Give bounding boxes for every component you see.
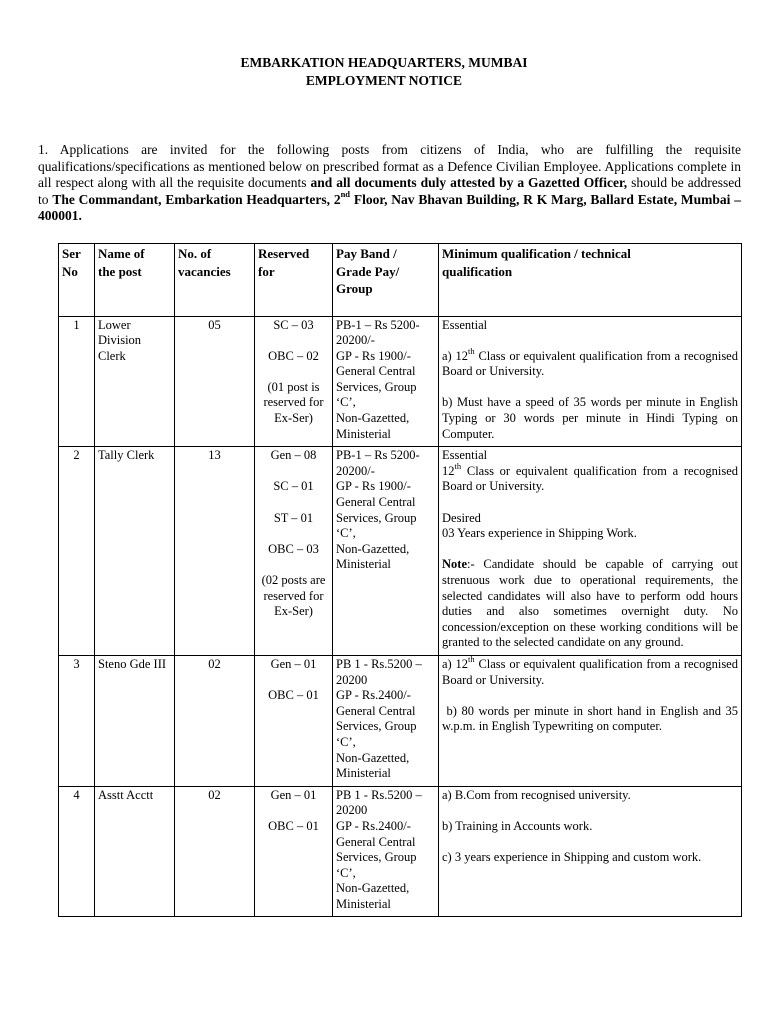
header-text: Minimum qualification / technical (442, 246, 631, 261)
header-ser-no (59, 244, 95, 317)
cell-ser: 1 (59, 316, 95, 447)
cell-post: Steno Gde III (95, 655, 175, 786)
document-subtitle: EMPLOYMENT NOTICE (305, 73, 463, 88)
pay-line: PB 1 - Rs.5200 – 20200 (336, 656, 422, 687)
qual-desired-label: Desired (442, 510, 481, 525)
header-text: vacancies (178, 263, 231, 279)
cell-vacancies: 05 (175, 316, 255, 447)
qual-text: Class or equivalent qualification from a recognised Board or University. (442, 463, 738, 494)
qual-item (442, 345, 738, 380)
reserved-note: (02 posts are reserved for Ex-Ser) (261, 573, 326, 619)
reserved-line: OBC – 03 (268, 541, 319, 556)
reserved-line: ST – 01 (273, 510, 314, 525)
cell-post: Asstt Acctt (95, 786, 175, 917)
qual-item (442, 460, 738, 495)
pay-line: General Central Services, Group ‘C’, (336, 703, 417, 749)
pay-line: Ministerial (336, 766, 391, 781)
pay-line: General Central Services, Group ‘C’, (336, 364, 417, 410)
qual-item: b) 80 words per minute in short hand in English and 35 w.p.m. in English Typewriting on computer. (442, 703, 742, 734)
reserved-note: (01 post is reserved for Ex-Ser) (263, 379, 324, 426)
pay-line: Ministerial (336, 426, 391, 441)
reserved-line: Gen – 01 (270, 656, 317, 671)
header-text: the post (98, 263, 142, 279)
pay-line: General Central Services, Group ‘C’, (336, 834, 417, 880)
qual-item (442, 653, 738, 688)
pay-line: Non-Gazetted, (336, 750, 410, 765)
reserved-line: Gen – 08 (270, 448, 317, 463)
table-header-row (59, 244, 742, 317)
pay-line: Non-Gazetted, (336, 541, 410, 556)
table-row (59, 447, 742, 656)
cell-reserved (255, 655, 333, 786)
qual-item: c) 3 years experience in Shipping and custom work. (442, 850, 702, 865)
cell-pay (333, 316, 439, 447)
cell-reserved (255, 316, 333, 447)
qual-note (442, 557, 738, 651)
header-text: for (258, 263, 275, 279)
pay-line: PB-1 – Rs 5200-20200/- (336, 317, 420, 348)
qual-item: 03 Years experience in Shipping Work. (442, 526, 637, 541)
qual-text: a) 12 (442, 656, 469, 671)
intro-text-1: 1. Applications are invited for the following posts from citizens of India, who are fulfilling the requisite qualifications/specifications as mentioned below on prescribed format as a Defence Civilian Employee. Applications complete in all respect along with all the requisite documents (38, 142, 741, 190)
table-row (59, 655, 742, 786)
qual-text: a) 12 (442, 348, 469, 363)
pay-line: PB 1 - Rs.5200 – 20200 (336, 787, 422, 818)
qual-text: Class or equivalent qualification from a recognised Board or University. (442, 348, 738, 379)
qual-item: b) Must have a speed of 35 words per minute in English Typing or 30 words per minute in Hindi Typing on Computer. (442, 395, 738, 441)
reserved-line: OBC – 02 (268, 348, 319, 363)
header-text: No (62, 263, 78, 279)
cell-post: Tally Clerk (95, 447, 175, 656)
header-post-name (95, 244, 175, 317)
cell-reserved (255, 786, 333, 917)
header-text: Reserved (258, 246, 310, 261)
cell-ser: 2 (59, 447, 95, 656)
reserved-line: SC – 03 (273, 317, 314, 332)
pay-line: GP - Rs.2400/- (336, 688, 411, 703)
qual-essential-label: Essential (442, 317, 488, 332)
header-vacancies (175, 244, 255, 317)
reserved-line: OBC – 01 (268, 688, 319, 703)
header-reserved (255, 244, 333, 317)
pay-line: GP - Rs 1900/- (336, 479, 411, 494)
header-pay-band (333, 244, 439, 317)
pay-line: PB-1 – Rs 5200-20200/- (336, 448, 420, 478)
header-text: qualification (442, 263, 513, 279)
qual-item: b) Training in Accounts work. (442, 818, 593, 833)
qual-ordinal: th (454, 460, 462, 471)
intro-paragraph (38, 142, 741, 225)
address-ordinal: nd (340, 189, 351, 199)
pay-line: Ministerial (336, 557, 391, 572)
qual-ordinal: th (468, 653, 475, 664)
cell-pay (333, 447, 439, 656)
cell-vacancies: 13 (175, 447, 255, 656)
cell-pay (333, 786, 439, 917)
vacancy-table (58, 243, 742, 917)
header-text: Grade Pay/ (336, 263, 400, 279)
qual-item: a) B.Com from recognised university. (442, 787, 631, 802)
cell-vacancies: 02 (175, 655, 255, 786)
cell-post: Lower Division Clerk (95, 316, 175, 447)
header-text: No. of (178, 246, 212, 261)
cell-qualification (439, 447, 742, 656)
cell-qualification (439, 316, 742, 447)
intro-text-2: should be addressed to (38, 175, 741, 207)
qual-text: Class or equivalent qualification from a recognised Board or University. (442, 656, 738, 687)
note-text: :- Candidate should be capable of carrying out strenuous work due to operational requirements, the selected candidates will also have to perform odd hours duties and also sometimes overnight duty. No concession/exception on these working conditions will be granted to the selected candidate on any ground. (442, 557, 738, 650)
cell-ser: 4 (59, 786, 95, 917)
cell-ser: 3 (59, 655, 95, 786)
header-text: Ser (62, 246, 81, 261)
address-part-1: The Commandant, Embarkation Headquarters, 2 (52, 191, 341, 207)
address-part-2: Floor, Nav Bhavan Building, R K Marg, Ballard Estate, Mumbai – 400001. (38, 191, 741, 223)
cell-pay (333, 655, 439, 786)
pay-line: GP - Rs.2400/- (336, 818, 411, 833)
table-row (59, 316, 742, 447)
qual-ordinal: th (468, 345, 475, 356)
pay-line: GP - Rs 1900/- (336, 348, 411, 363)
reserved-line: OBC – 01 (268, 818, 319, 833)
intro-bold-1: and all documents duly attested by a Gazetted Officer, (310, 175, 628, 190)
header-text: Name of (98, 246, 145, 261)
note-label: Note (442, 557, 467, 572)
cell-vacancies: 02 (175, 786, 255, 917)
header-text: Pay Band / (336, 246, 397, 261)
header-qualification (439, 244, 742, 317)
pay-line: Non-Gazetted, (336, 411, 410, 426)
pay-line: Ministerial (336, 896, 391, 911)
cell-qualification (439, 655, 742, 786)
table-row (59, 786, 742, 917)
reserved-line: SC – 01 (273, 479, 314, 494)
cell-qualification (439, 786, 742, 917)
document-title: EMBARKATION HEADQUARTERS, MUMBAI (240, 55, 528, 70)
pay-line: Non-Gazetted, (336, 881, 410, 896)
pay-line: General Central Services, Group ‘C’, (336, 495, 417, 541)
qual-essential-label: Essential (442, 448, 488, 463)
qual-text: 12 (442, 463, 455, 478)
reserved-line: Gen – 01 (270, 787, 317, 802)
cell-reserved (255, 447, 333, 656)
header-text: Group (336, 281, 373, 296)
